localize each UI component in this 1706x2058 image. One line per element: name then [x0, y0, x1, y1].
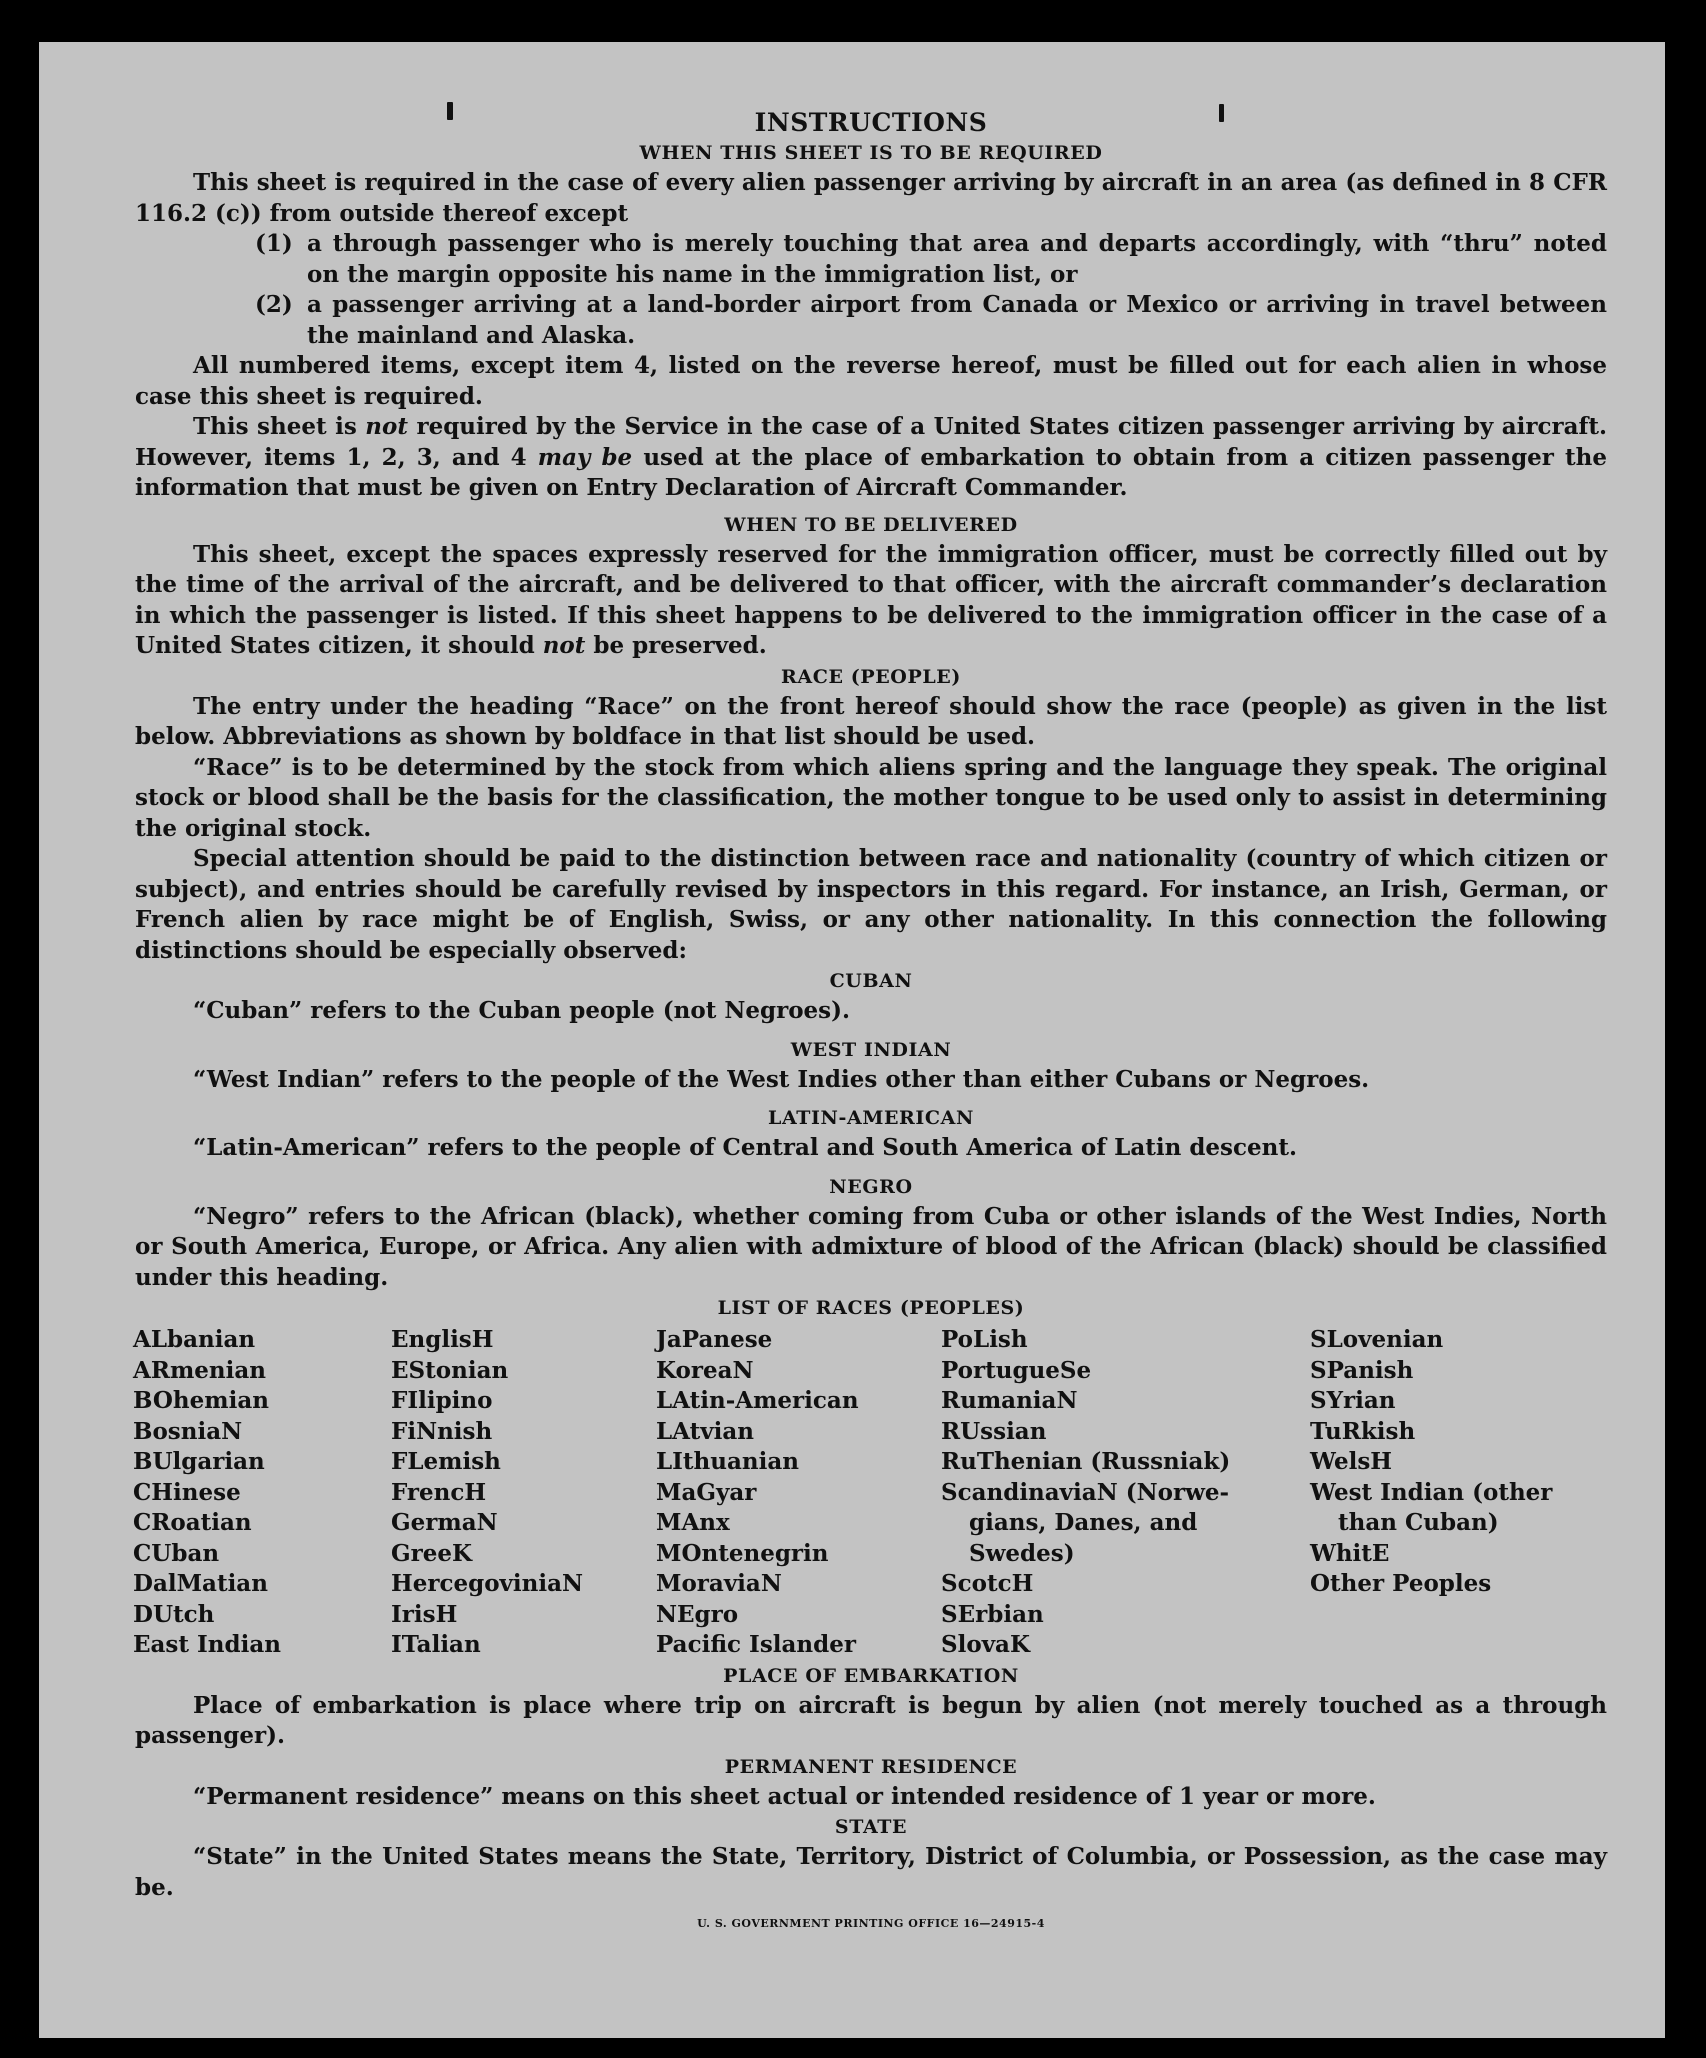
paragraph: This sheet, except the spaces expressly reserved for the immigration officer, must be correctly filled out by the time of the arrival of the aircraft, and be delivered to that officer, with the aircraft commander’s declaration in which the passenger is listed. If this sheet happens to be delivered to the immigration officer in the case of a United States citizen, it should not be preserved.	[135, 540, 1607, 659]
race-entry: GermaN	[391, 1509, 498, 1536]
race-entry: Other Peoples	[1310, 1570, 1492, 1597]
paragraph: Place of embarkation is place where trip on aircraft is begun by alien (not merely touched as a through passenger).	[135, 1691, 1607, 1749]
race-entry: SLovenian	[1310, 1326, 1444, 1353]
race-entry: DUtch	[133, 1600, 215, 1628]
race-entry: FIlipino	[391, 1387, 493, 1414]
section-heading-west-indian: WEST INDIAN	[790, 1038, 952, 1061]
race-entry: FLemish	[391, 1448, 501, 1475]
item-number: (1)	[255, 230, 293, 257]
list-item	[255, 290, 1607, 351]
paragraph: This sheet is not required by the Service in the case of a United States citizen passenger arriving by aircraft. However, items 1, 2, 3, and 4 may be used at the place of embarkation to obtain from a citizen passenger the information that must be given on Entry Declaration of Aircraft Commander.	[135, 413, 1608, 501]
race-entry: than Cuban)	[1338, 1509, 1499, 1536]
item-number: (2)	[255, 291, 293, 318]
race-entry: EnglisH	[391, 1326, 494, 1353]
section-heading-cuban: CUBAN	[829, 970, 913, 992]
race-entry: CHinese	[133, 1478, 241, 1506]
item-text: a through passenger who is merely touching that area and departs accordingly, with “thru” noted on the margin opposite his name in the immigration list, or	[307, 230, 1607, 288]
race-entry: KoreaN	[656, 1356, 754, 1384]
race-entry: EStonian	[391, 1356, 509, 1384]
paragraph: All numbered items, except item 4, listed on the reverse hereof, must be filled out for each alien in whose case this sheet is required.	[135, 352, 1607, 410]
paragraph: The entry under the heading “Race” on the front hereof should show the race (people) as given in the list below. Abbreviations as shown by boldface in that list should be used.	[135, 692, 1607, 750]
races-list	[133, 1325, 1607, 1661]
page-title: INSTRUCTIONS	[754, 108, 988, 137]
race-entry: WhitE	[1310, 1539, 1390, 1567]
race-entry: IrisH	[391, 1600, 458, 1628]
race-entry: ITalian	[391, 1631, 481, 1658]
race-entry: PortugueSe	[941, 1356, 1092, 1384]
race-entry: RumaniaN	[941, 1387, 1078, 1414]
section-heading-negro: NEGRO	[829, 1175, 913, 1198]
race-entry: RuThenian (Russniak)	[941, 1448, 1231, 1475]
race-entry: ALbanian	[133, 1326, 256, 1353]
race-entry: FrencH	[391, 1478, 487, 1506]
race-entry: MaGyar	[656, 1478, 757, 1506]
instructions-content	[135, 108, 1607, 1940]
race-entry: CUban	[133, 1539, 220, 1567]
race-entry: MOntenegrin	[656, 1539, 829, 1567]
race-entry: GreeK	[391, 1539, 473, 1567]
paragraph: “Latin-American” refers to the people of Central and South America of Latin descent.	[193, 1134, 1297, 1161]
race-entry: gians, Danes, and	[969, 1509, 1198, 1536]
section-heading-permanent-residence: PERMANENT RESIDENCE	[724, 1755, 1018, 1778]
race-entry: SErbian	[941, 1600, 1044, 1628]
printing-office-footer: U. S. GOVERNMENT PRINTING OFFICE 16—24915-4	[697, 1917, 1045, 1930]
race-entry: BOhemian	[133, 1387, 269, 1414]
race-entry: SPanish	[1310, 1356, 1414, 1384]
races-column	[941, 1325, 1310, 1661]
race-entry: LIthuanian	[656, 1448, 799, 1475]
race-entry: FiNnish	[391, 1417, 493, 1445]
race-entry: East Indian	[133, 1631, 281, 1658]
section-heading-race: RACE (PEOPLE)	[781, 665, 961, 688]
race-entry: WelsH	[1310, 1448, 1393, 1475]
paragraph: “State” in the United States means the State, Territory, District of Columbia, or Possession, as the case may be.	[135, 1843, 1607, 1901]
race-entry: BUlgarian	[133, 1448, 265, 1475]
race-entry: LAtvian	[656, 1417, 754, 1445]
section-heading-latin-american: LATIN-AMERICAN	[768, 1107, 974, 1129]
section-heading-list-of-races: LIST OF RACES (PEOPLES)	[717, 1297, 1025, 1319]
race-entry: NEgro	[656, 1600, 739, 1628]
list-item	[255, 229, 1607, 290]
paragraph: Special attention should be paid to the distinction between race and nationality (country of which citizen or subject), and entries should be carefully revised by inspectors in this regard. For instance, an Irish, German, or French alien by race might be of English, Swiss, or any other nationality. In this connection the following distinctions should be especially observed:	[135, 845, 1607, 964]
race-entry: PoLish	[941, 1326, 1028, 1353]
section-heading-place-of-embarkation: PLACE OF EMBARKATION	[723, 1664, 1019, 1687]
paragraph: This sheet is required in the case of every alien passenger arriving by aircraft in an area (as defined in 8 CFR 116.2 (c)) from outside thereof except	[135, 169, 1607, 227]
races-column	[1310, 1325, 1607, 1661]
races-column	[133, 1325, 391, 1661]
paragraph: “Race” is to be determined by the stock from which aliens spring and the language they speak. The original stock or blood shall be the basis for the classification, the mother tongue to be used only to assist in determining the original stock.	[135, 753, 1607, 842]
paragraph: “West Indian” refers to the people of the West Indies other than either Cubans or Negroes.	[193, 1065, 1370, 1093]
paragraph: “Negro” refers to the African (black), whether coming from Cuba or other islands of the West Indies, North or South America, Europe, or Africa. Any alien with admixture of blood of the African (black) should be classified under this heading.	[135, 1202, 1607, 1291]
race-entry: ScandinaviaN (Norwe-	[941, 1478, 1230, 1506]
race-entry: DalMatian	[133, 1570, 268, 1597]
race-entry: LAtin-American	[656, 1387, 859, 1414]
section-heading-when-delivered: WHEN TO BE DELIVERED	[724, 513, 1018, 536]
race-entry: BosniaN	[133, 1417, 243, 1445]
races-column	[391, 1325, 656, 1661]
race-entry: ARmenian	[133, 1356, 267, 1384]
race-entry: Swedes)	[969, 1539, 1075, 1567]
race-entry: RUssian	[941, 1417, 1047, 1445]
race-entry: SYrian	[1310, 1387, 1396, 1414]
item-text: a passenger arriving at a land-border airport from Canada or Mexico or arriving in travel between the mainland and Alaska.	[307, 291, 1607, 349]
paragraph: “Cuban” refers to the Cuban people (not Negroes).	[193, 997, 851, 1024]
race-entry: Pacific Islander	[656, 1631, 856, 1658]
section-heading-state: STATE	[834, 1816, 908, 1838]
race-entry: ScotcH	[941, 1570, 1034, 1597]
section-heading-when-required: WHEN THIS SHEET IS TO BE REQUIRED	[639, 142, 1103, 164]
paragraph: “Permanent residence” means on this sheet actual or intended residence of 1 year or more.	[193, 1782, 1376, 1810]
document-sheet	[39, 42, 1665, 2038]
race-entry: MoraviaN	[656, 1570, 782, 1597]
race-entry: West Indian (other	[1310, 1478, 1553, 1506]
races-column	[656, 1325, 941, 1661]
race-entry: HercegoviniaN	[391, 1570, 584, 1597]
race-entry: CRoatian	[133, 1509, 252, 1536]
race-entry: TuRkish	[1310, 1417, 1416, 1445]
race-entry: SlovaK	[941, 1631, 1030, 1658]
race-entry: MAnx	[656, 1509, 730, 1536]
race-entry: JaPanese	[656, 1326, 773, 1353]
